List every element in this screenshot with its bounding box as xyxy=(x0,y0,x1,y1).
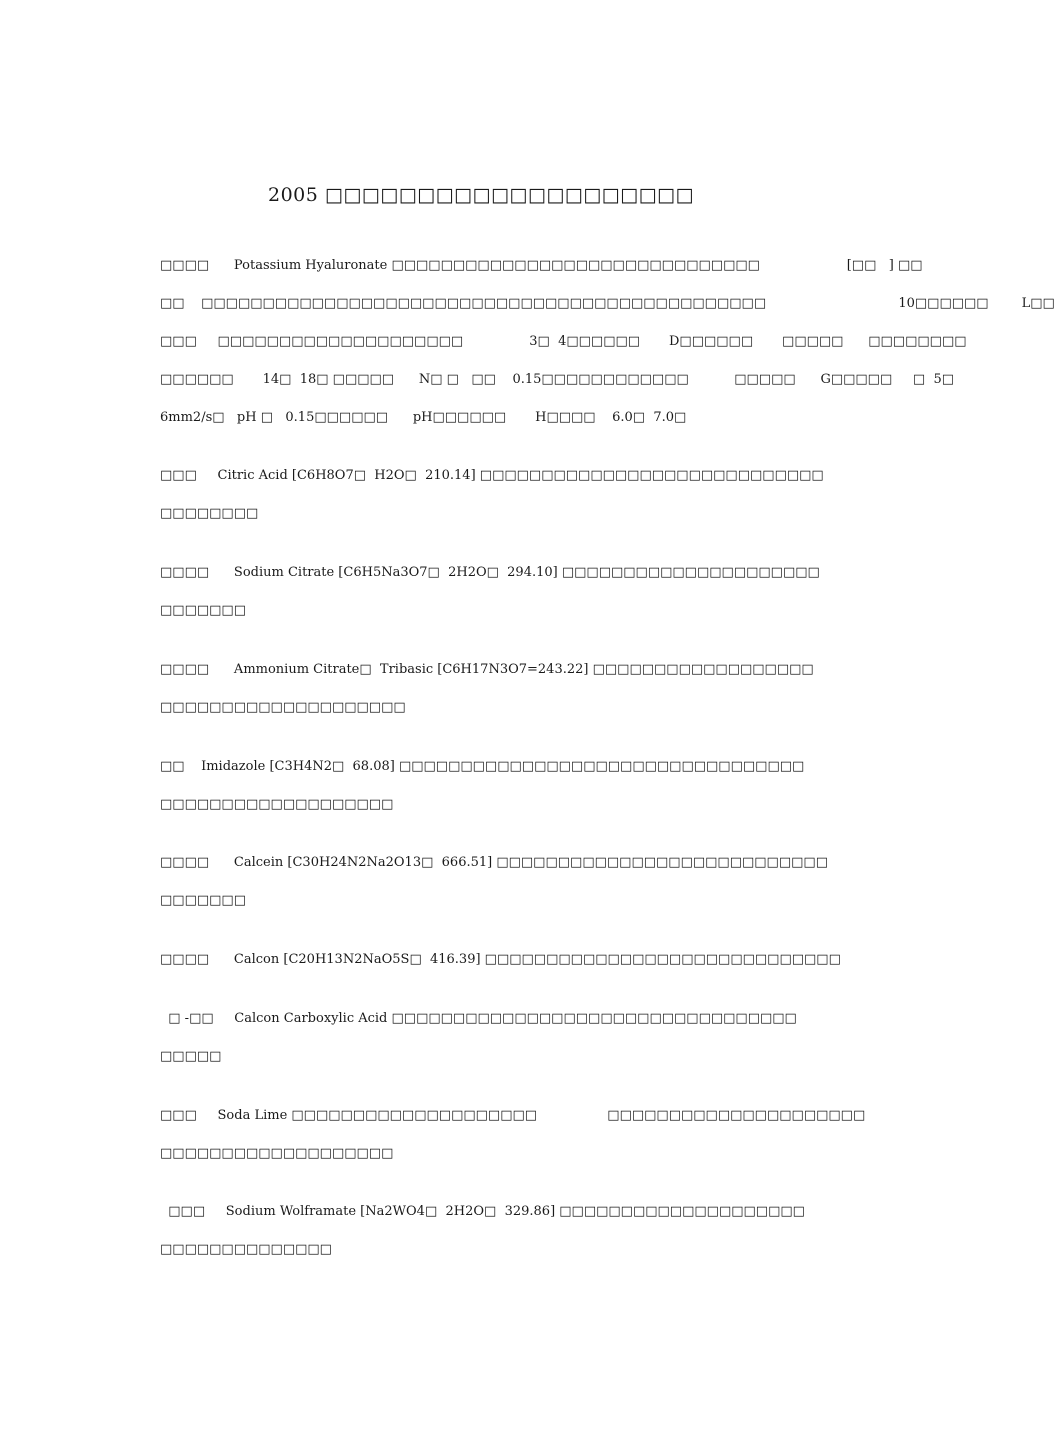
text-line: □□□□□□□ xyxy=(160,893,246,908)
text-line: □□□□□□□□□□□□□□ xyxy=(160,1242,332,1257)
text-line: □□□□□□□□□□□□□□□□□□□□ xyxy=(160,700,406,715)
text-line: □□□□□□□□□□□□□□□□□□□ xyxy=(160,797,394,812)
text-line: □□□□ Potassium Hyaluronate □□□□□□□□□□□□□□□□□□□□□□□□□□□□□□ [□□ ] □□ xyxy=(160,258,923,273)
text-line: □□□□□□□□ xyxy=(160,506,259,521)
text-line: □□□□ Sodium Citrate [C6H5Na3O7□ 2H2O□ 294.10] □□□□□□□□□□□□□□□□□□□□□ xyxy=(160,565,820,580)
text-line: □□□ Soda Lime □□□□□□□□□□□□□□□□□□□□ □□□□□□□□□□□□□□□□□□□□□ xyxy=(160,1108,866,1123)
text-line: □□□□□□□□□□□□□□□□□□□ xyxy=(160,1146,394,1161)
text-line: □□□□□□ 14□ 18□ □□□□□ N□ □ □□ 0.15□□□□□□□□□□□□ □□□□□ G□□□□□ □ 5□ xyxy=(160,372,955,387)
page-title: 2005 □□□□□□□□□□□□□□□□□□□□ xyxy=(268,184,694,206)
text-line: □□ □□□□□□□□□□□□□□□□□□□□□□□□□□□□□□□□□□□□□□□□□□□□□□ 10□□□□□□ L□□ xyxy=(160,296,1055,311)
text-line: 6mm2/s□ pH □ 0.15□□□□□□ pH□□□□□□ H□□□□ 6.0□ 7.0□ xyxy=(160,410,687,425)
text-line: □□□ Sodium Wolframate [Na2WO4□ 2H2O□ 329.86] □□□□□□□□□□□□□□□□□□□□ xyxy=(160,1204,805,1219)
text-line: □□□ □□□□□□□□□□□□□□□□□□□□ 3□ 4□□□□□□ D□□□□□□ □□□□□ □□□□□□□□ xyxy=(160,334,967,349)
text-line: □ -□□ Calcon Carboxylic Acid □□□□□□□□□□□□□□□□□□□□□□□□□□□□□□□□□ xyxy=(160,1011,797,1026)
text-line: □□□□ Calcon [C20H13N2NaO5S□ 416.39] □□□□□□□□□□□□□□□□□□□□□□□□□□□□□ xyxy=(160,952,841,967)
text-line: □□□□□□□ xyxy=(160,603,246,618)
text-line: □□□ Citric Acid [C6H8O7□ H2O□ 210.14] □□□□□□□□□□□□□□□□□□□□□□□□□□□□ xyxy=(160,468,824,483)
text-line: □□□□ Calcein [C30H24N2Na2O13□ 666.51] □□□□□□□□□□□□□□□□□□□□□□□□□□□ xyxy=(160,855,828,870)
text-line: □□□□□ xyxy=(160,1049,222,1064)
text-line: □□ Imidazole [C3H4N2□ 68.08] □□□□□□□□□□□□□□□□□□□□□□□□□□□□□□□□□ xyxy=(160,759,805,774)
text-line: □□□□ Ammonium Citrate□ Tribasic [C6H17N3O7=243.22] □□□□□□□□□□□□□□□□□□ xyxy=(160,662,814,677)
